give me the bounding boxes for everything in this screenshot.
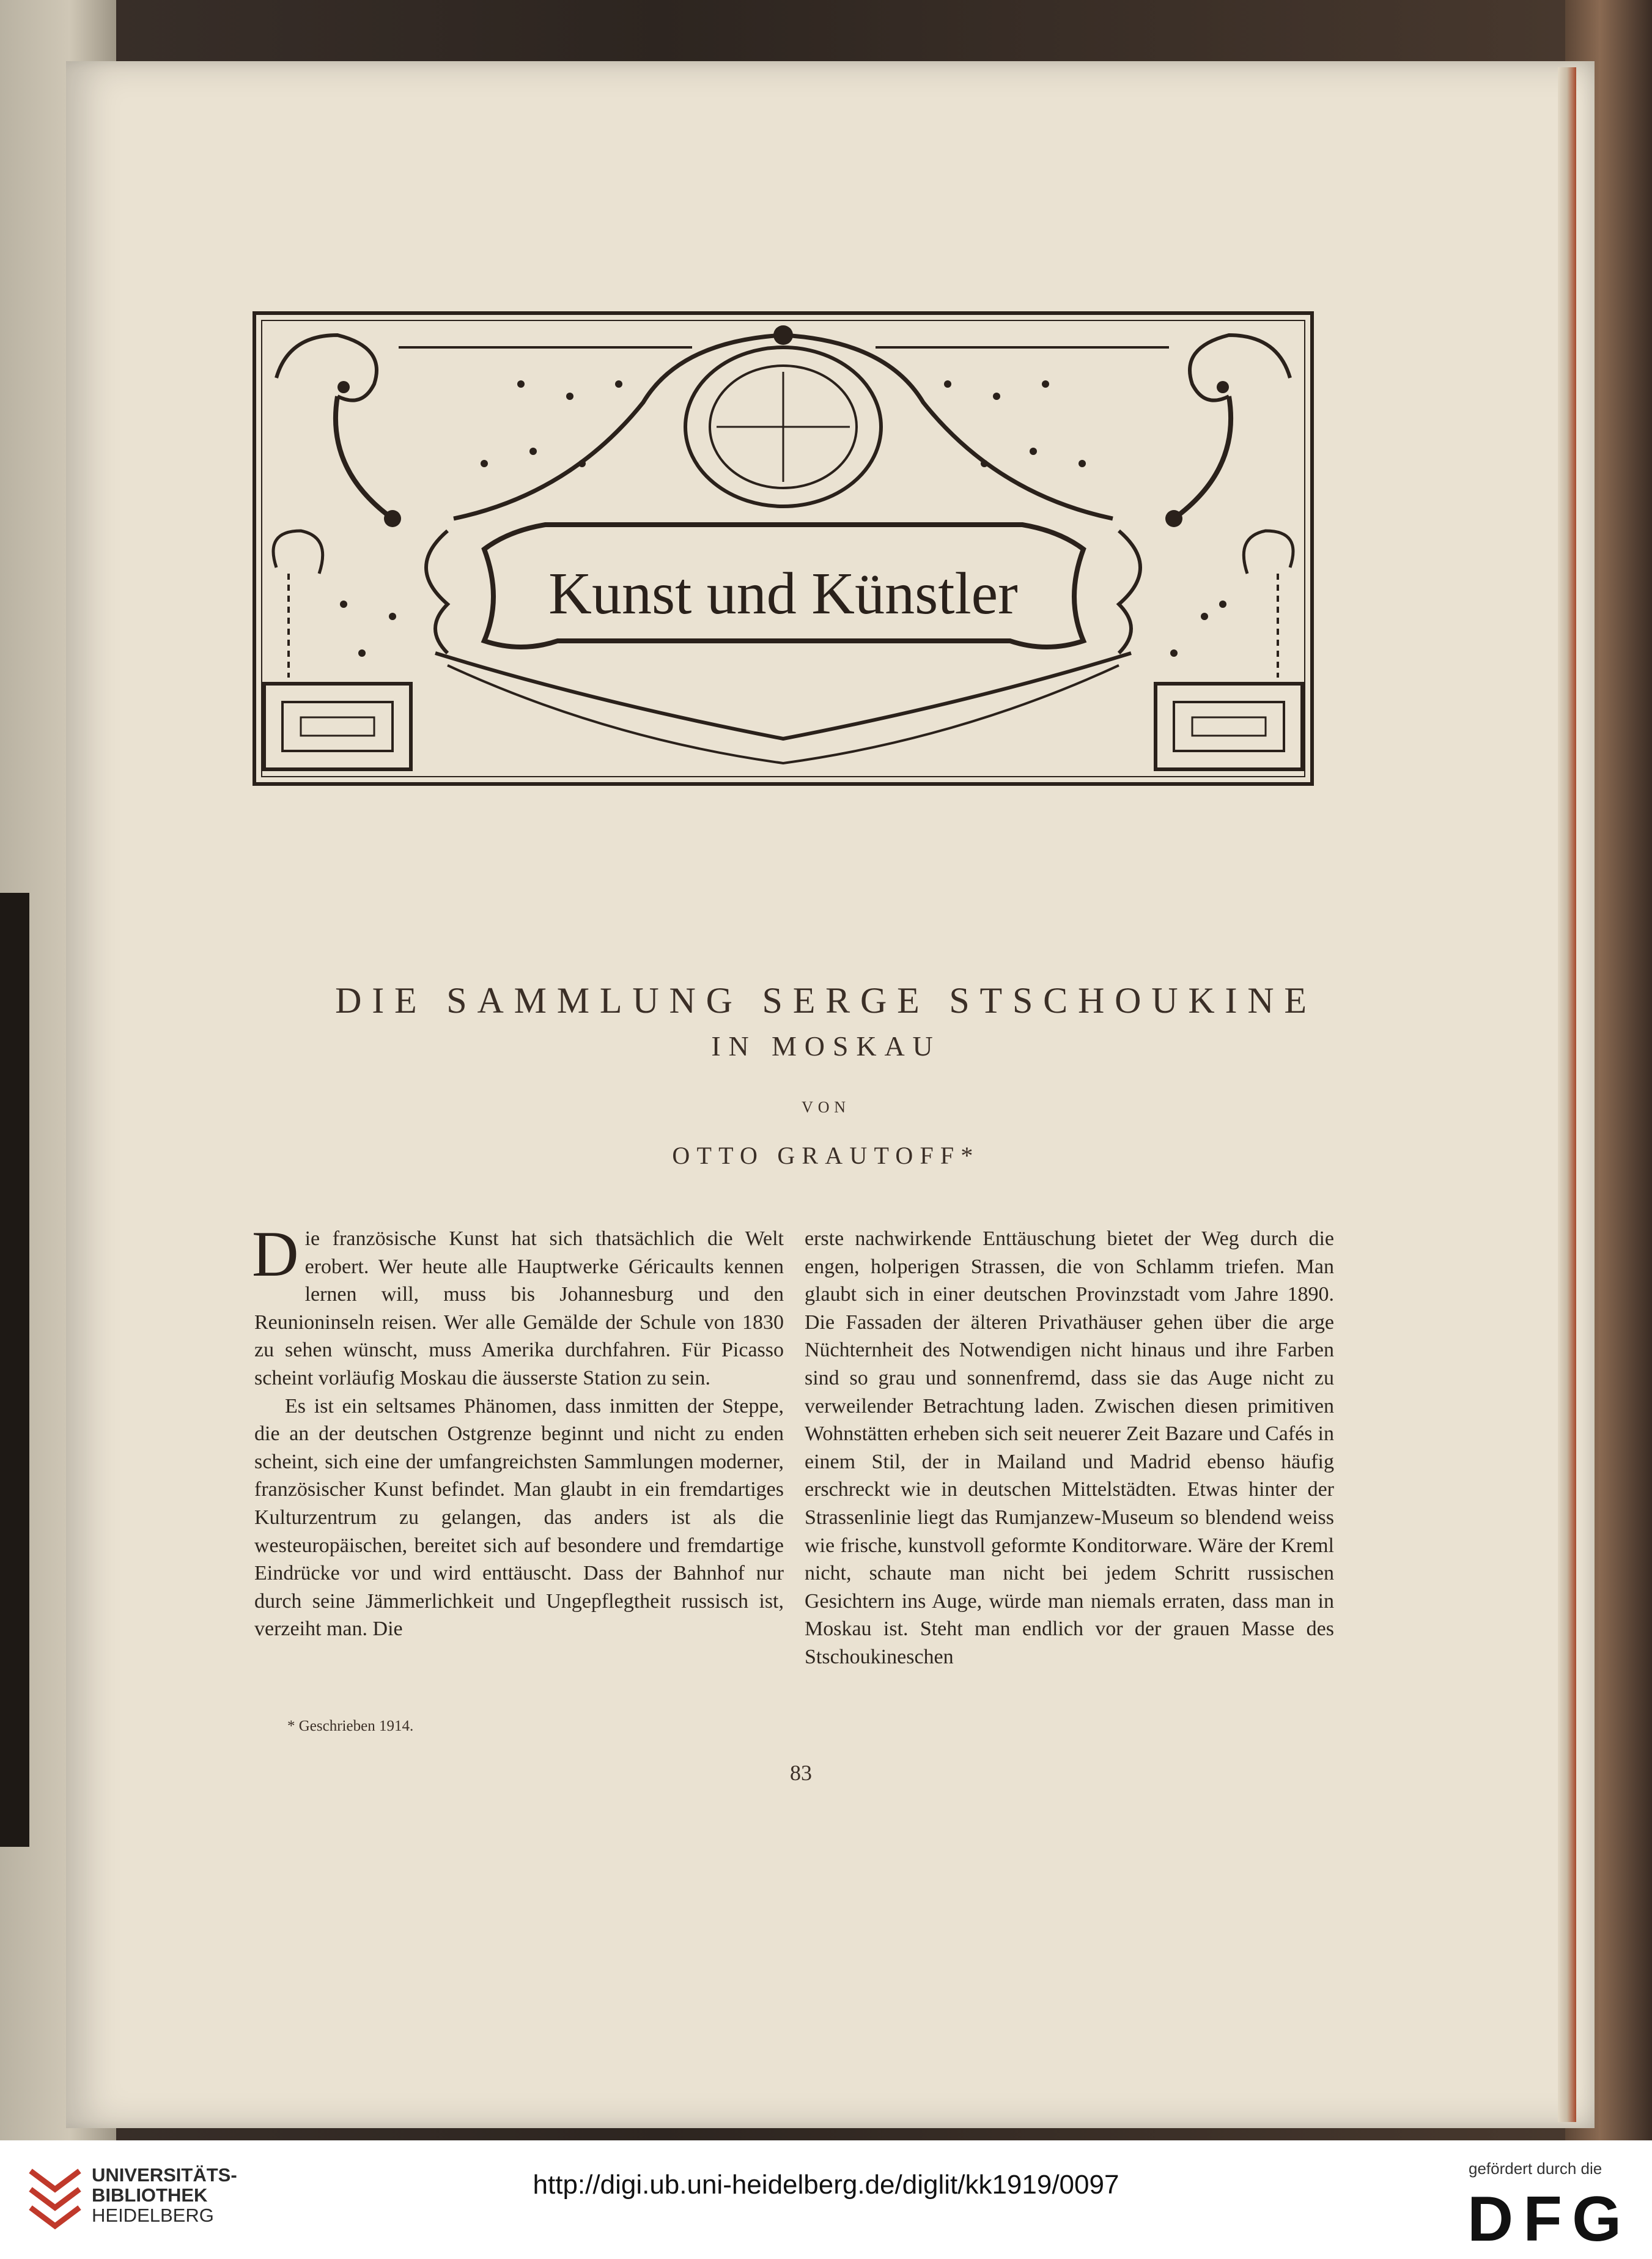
- vignette-title: Kunst und Künstler: [548, 561, 1018, 627]
- header-vignette: [252, 311, 1315, 786]
- paragraph: Es ist ein seltsames Phänomen, dass inmitten der Steppe, die an der deutschen Ostgrenze beginnt und nicht zu enden scheint, sich eine der umfangreichsten Sammlungen moderner, französischer Kunst befindet. Man glaubt in ein fremdartiges Kulturzentrum zu gelangen, das anders ist als die westeuropäischen, bereitet sich auf besondere und fremdartige Eindrücke vor und wird enttäuscht. Dass der Bahnhof nur durch seine Jämmerlichkeit und Ungepflegtheit russisch ist, verzeiht man. Die: [254, 1394, 784, 1641]
- facing-page-plate: [0, 893, 29, 1847]
- page-number: 83: [790, 1761, 812, 1785]
- library-name-line2: BIBLIOTHEK: [92, 2184, 208, 2206]
- text-column-right: [805, 1225, 1334, 1671]
- dfg-logo-text: DFG: [1467, 2189, 1621, 2246]
- drop-cap: D: [252, 1218, 299, 1290]
- dfg-logo-icon[interactable]: [1467, 2189, 1625, 2246]
- library-name-line1: UNIVERSITÄTS-: [92, 2164, 237, 2186]
- text-column-left: [252, 1218, 784, 1643]
- author-name: OTTO GRAUTOFF*: [672, 1142, 980, 1169]
- article-title-line2: IN MOSKAU: [711, 1030, 941, 1062]
- footnote: * Geschrieben 1914.: [287, 1718, 414, 1734]
- library-name-line3: HEIDELBERG: [92, 2205, 214, 2226]
- permalink-url[interactable]: http://digi.ub.uni-heidelberg.de/diglit/kk1919/0097: [533, 2170, 1119, 2200]
- article-title: DIE SAMMLUNG SERGE STSCHOUKINE: [335, 980, 1317, 1021]
- page-edge: [1558, 67, 1576, 2122]
- paragraph: erste nachwirkende Enttäuschung bietet der Weg durch die engen, holperigen Strassen, die von Schlamm triefen. Man glaubt sich in einer deutschen Provinzstadt vom Jahre 1890. Die Fassaden der älteren Privathäuser gehen über die arge Nüchternheit des Notwendigen nicht hinaus und ihre Farben sind so grau und sonnenfremd, dass sie das Auge nicht zu verweilender Betrachtung laden. Zwischen diesen primitiven Wohnstätten erheben sich seit neuerer Zeit Bazare und Cafés in einem Stil, der in Mailand und Madrid ebenso häufig erschreckt wie in deutschen Mittelstädten. Etwas hinter der Strassenlinie liegt das Rumjanzew-Museum so blendend weiss wie frische, kunstvoll geformte Konditorware. Wäre der Kreml nicht, schaute man nicht bei jedem Schritt russischen Gesichtern ins Auge, würde man niemals erraten, dass man in Moskau ist. Steht man endlich vor der grauen Masse des Stschoukineschen: [805, 1227, 1334, 1668]
- funding-label: gefördert durch die: [1469, 2159, 1602, 2178]
- paragraph: [252, 1218, 784, 1392]
- byline-von: VON: [802, 1098, 850, 1116]
- paragraph-text: ie französische Kunst hat sich thatsächlich die Welt erobert. Wer heute alle Hauptwerke Géricaults kennen lernen will, muss bis Johannesburg und den Reunioninseln reisen. Wer alle Gemälde der Schule von 1830 zu sehen wünscht, muss Amerika durchfahren. Für Picasso scheint vorläufig Moskau die äusserste Station zu sein.: [254, 1227, 784, 1389]
